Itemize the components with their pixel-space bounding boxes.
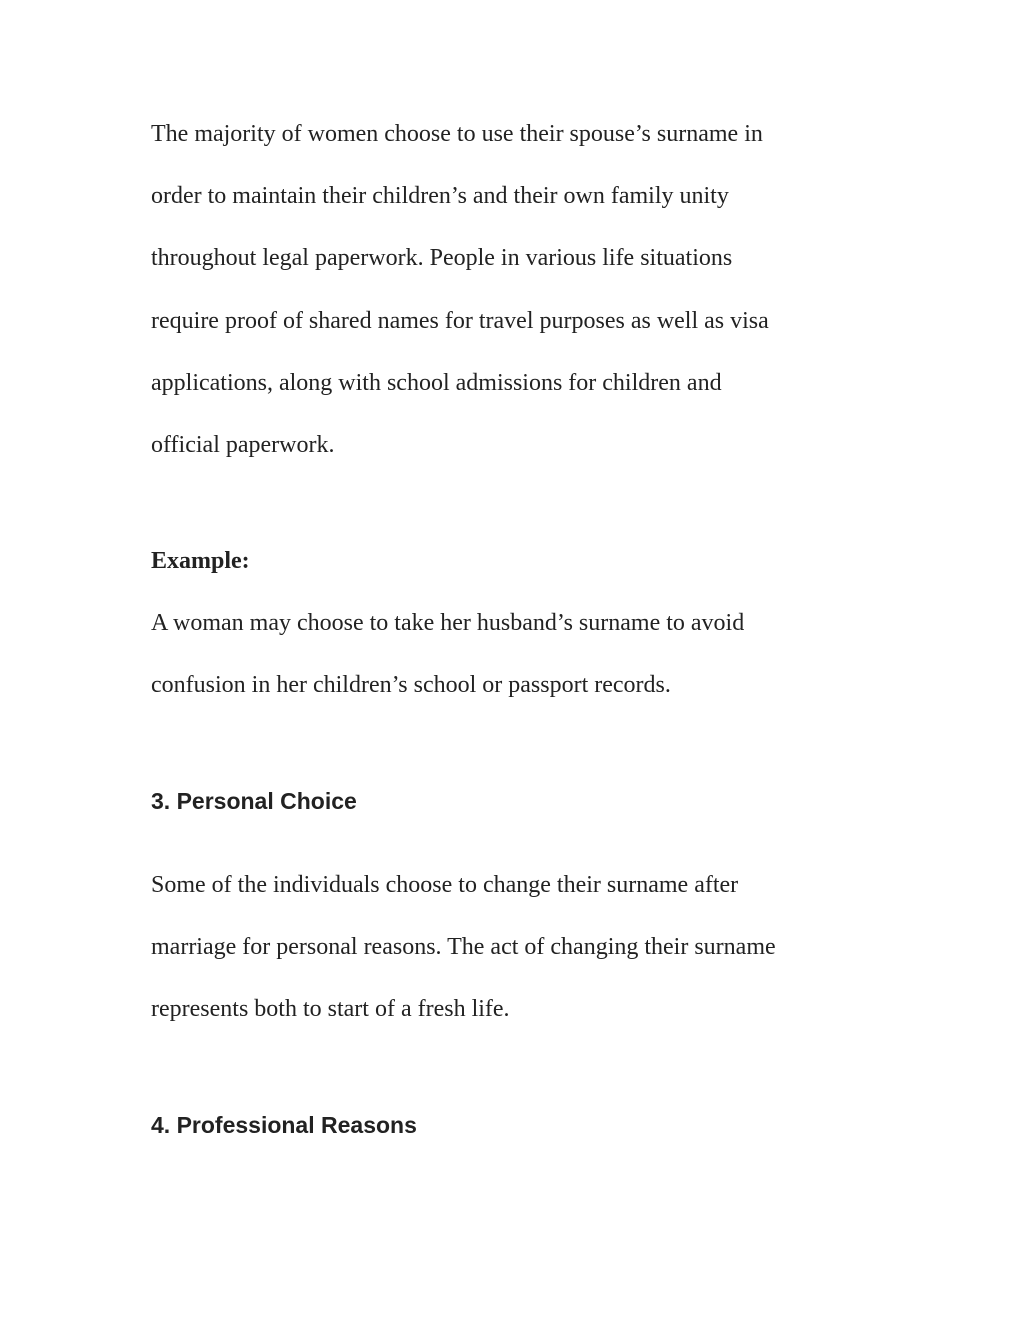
paragraph-line: applications, along with school admissions for children and [151, 370, 722, 396]
example-line: A woman may choose to take her husband’s surname to avoid [151, 610, 745, 636]
paragraph-line: order to maintain their children’s and their own family unity [151, 183, 729, 209]
section-line: marriage for personal reasons. The act of changing their surname [151, 934, 776, 960]
paragraph-line: The majority of women choose to use their spouse’s surname in [151, 121, 763, 147]
paragraph-line: require proof of shared names for travel purposes as well as visa [151, 308, 769, 334]
section-line: represents both to start of a fresh life. [151, 996, 510, 1022]
paragraph-line: official paperwork. [151, 432, 335, 458]
section-line: Some of the individuals choose to change their surname after [151, 872, 739, 898]
example-heading: Example: [151, 548, 250, 574]
example-line: confusion in her children’s school or passport records. [151, 672, 671, 698]
section-heading: 3. Personal Choice [151, 788, 357, 814]
section-heading: 4. Professional Reasons [151, 1112, 417, 1138]
paragraph-line: throughout legal paperwork. People in various life situations [151, 245, 733, 271]
